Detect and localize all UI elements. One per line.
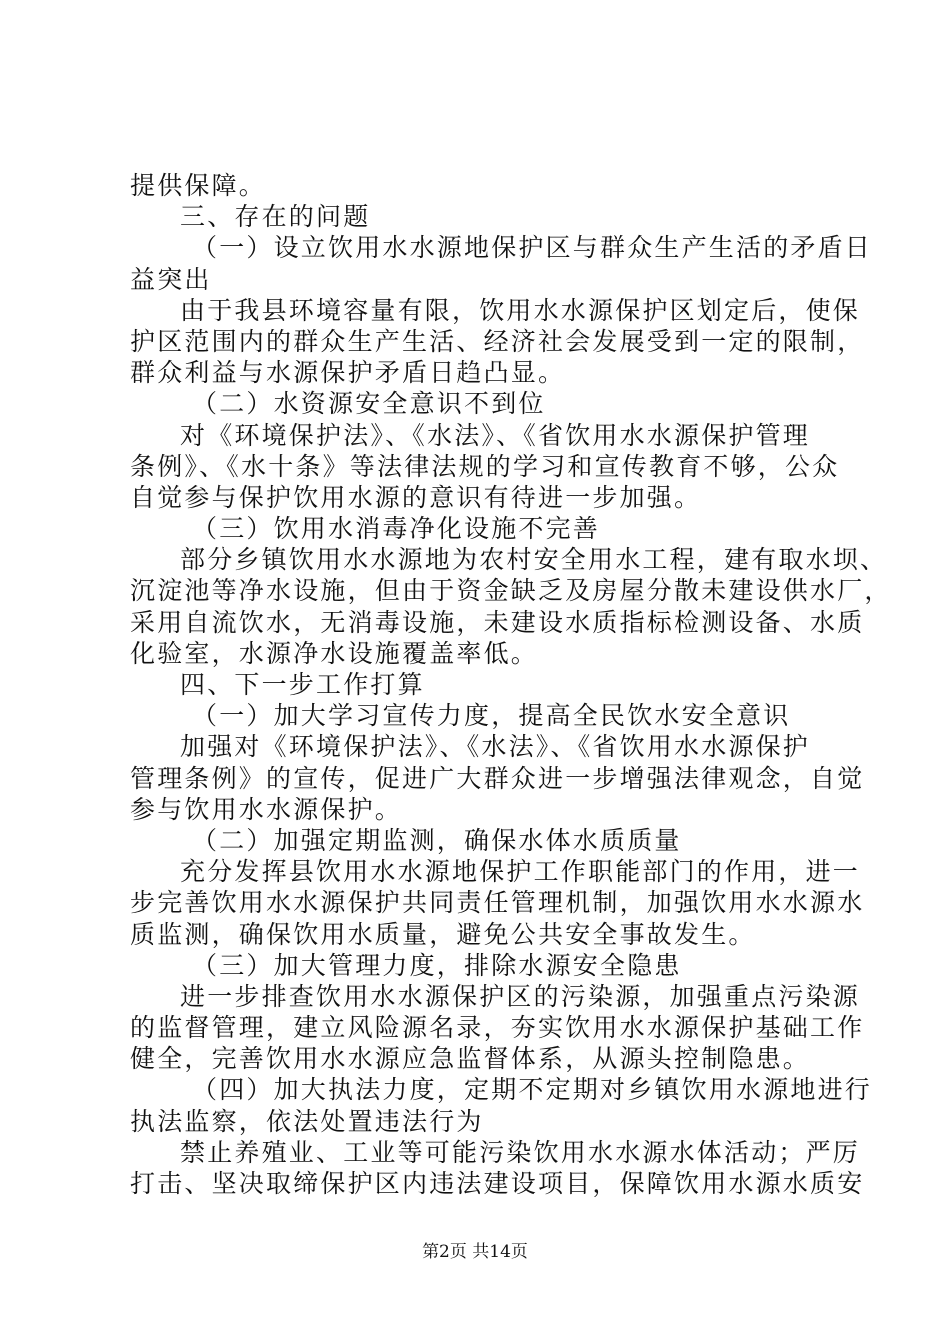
paragraph-line: 条例》、《水十条》等法律法规的学习和宣传教育不够，公众 (130, 451, 840, 481)
paragraph-line: 采用自流饮水，无消毒设施，未建设水质指标检测设备、水质 (130, 607, 865, 637)
paragraph-line: 化验室，水源净水设施覆盖率低。 (130, 638, 539, 668)
text-line: 提供保障。 (130, 171, 267, 200)
paragraph-line: 由于我县环境容量有限，饮用水水源保护区划定后，使保 (180, 295, 861, 325)
paragraph-line: 的监督管理，建立风险源名录，夯实饮用水水源保护基础工作 (130, 1013, 865, 1043)
paragraph-line: 加强对《环境保护法》、《水法》、《省饮用水水源保护 (180, 732, 811, 762)
paragraph-line: 管理条例》的宣传，促进广大群众进一步增强法律观念，自觉 (130, 763, 865, 793)
section-heading: 四、下一步工作打算 (180, 670, 425, 699)
paragraph-line: 充分发挥县饮用水水源地保护工作职能部门的作用，进一 (180, 857, 861, 887)
page-number-footer: 第2页 共14页 (422, 1242, 528, 1262)
document-body (130, 170, 892, 1199)
paragraph-line: 群众利益与水源保护矛盾日趋凸显。 (130, 358, 566, 388)
subsection-heading: （一）加大学习宣传力度，提高全民饮水安全意识 (192, 701, 791, 731)
paragraph-line: 对《环境保护法》、《水法》、《省饮用水水源保护管理 (180, 420, 811, 450)
paragraph-line: 打击、坚决取缔保护区内违法建设项目，保障饮用水源水质安 (130, 1169, 865, 1198)
paragraph-line: 质监测，确保饮用水质量，避免公共安全事故发生。 (130, 919, 756, 949)
subsection-heading: （三）加大管理力度，排除水源安全隐患 (192, 950, 682, 980)
paragraph-line: 自觉参与保护饮用水源的意识有待进一步加强。 (130, 482, 702, 512)
paragraph-line: 部分乡镇饮用水水源地为农村安全用水工程，建有取水坝、 (180, 545, 888, 575)
paragraph-line: 沉淀池等净水设施，但由于资金缺乏及房屋分散未建设供水厂， (130, 576, 892, 606)
section-heading: 三、存在的问题 (180, 202, 371, 232)
subsection-heading: （一）设立饮用水水源地保护区与群众生产生活的矛盾日 (192, 233, 873, 263)
paragraph-line: 步完善饮用水水源保护共同责任管理机制，加强饮用水水源水 (130, 888, 865, 918)
subsection-heading-cont: 益突出 (130, 264, 212, 294)
subsection-heading: （四）加大执法力度，定期不定期对乡镇饮用水源地进行 (192, 1075, 873, 1105)
subsection-heading: （三）饮用水消毒净化设施不完善 (192, 514, 601, 544)
subsection-heading: （二）水资源安全意识不到位 (192, 389, 546, 419)
paragraph-line: 健全，完善饮用水水源应急监督体系，从源头控制隐患。 (130, 1044, 811, 1074)
subsection-heading: （二）加强定期监测，确保水体水质质量 (192, 825, 682, 855)
paragraph-line: 参与饮用水水源保护。 (130, 794, 403, 824)
paragraph-line: 进一步排查饮用水水源保护区的污染源，加强重点污染源 (180, 981, 861, 1011)
paragraph-line: 禁止养殖业、工业等可能污染饮用水水源水体活动；严厉 (180, 1137, 861, 1167)
subsection-heading-cont: 执法监察，依法处置违法行为 (130, 1106, 484, 1136)
paragraph-line: 护区范围内的群众生产生活、经济社会发展受到一定的限制， (130, 326, 865, 356)
